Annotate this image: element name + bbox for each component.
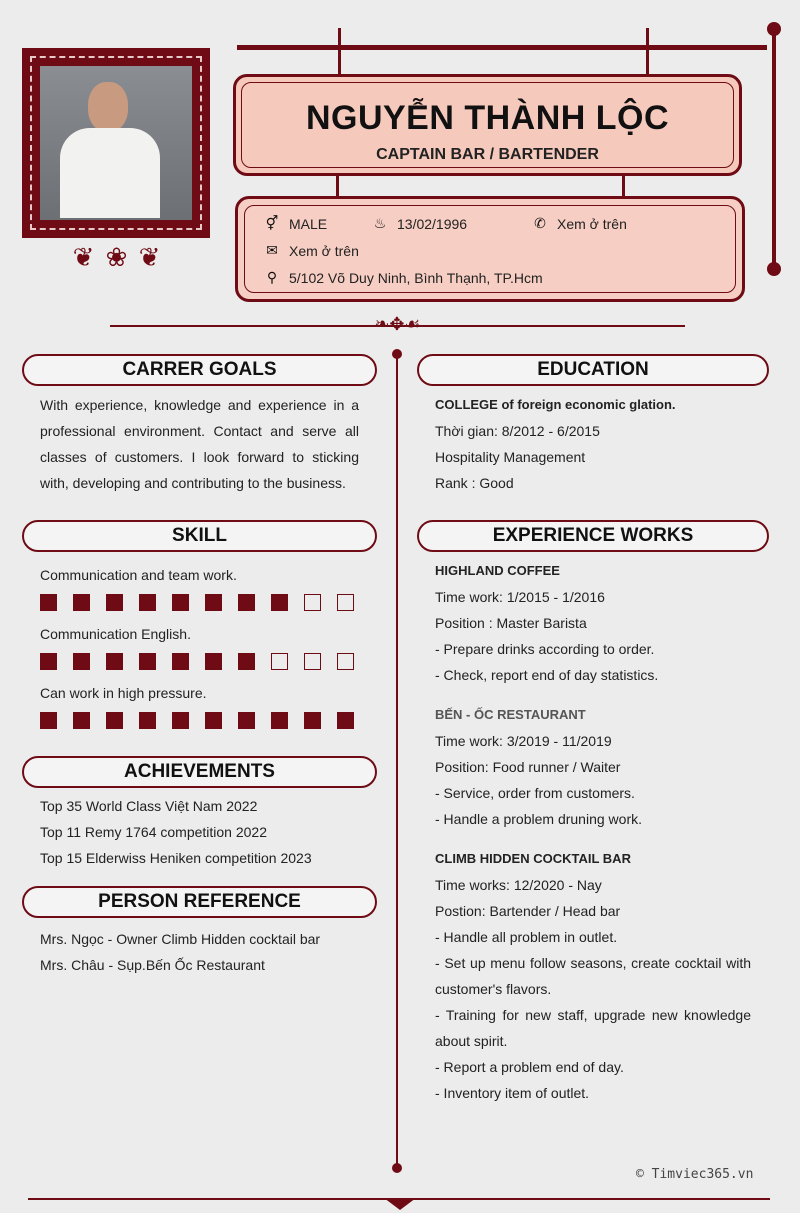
job-entry	[435, 702, 751, 832]
skill-square	[106, 594, 123, 611]
job-line: Time work: 3/2019 - 11/2019	[435, 733, 612, 749]
education-line: Hospitality Management	[435, 449, 586, 465]
skill-square	[172, 653, 189, 670]
left-column	[22, 354, 377, 496]
skill-square	[205, 712, 222, 729]
hanger-bar	[237, 45, 767, 50]
hanger-knob	[767, 262, 781, 276]
job-line: - Set up menu follow seasons, create cocktail with customer's flavors.	[435, 955, 751, 997]
hanger-rope	[622, 176, 625, 196]
laurel-ornament: ❦ ❀ ❦	[72, 242, 163, 272]
education-section	[417, 354, 769, 496]
job-line: Position : Master Barista	[435, 615, 587, 631]
skill-square	[271, 594, 288, 611]
skill-square	[337, 594, 354, 611]
hanger-rope	[646, 28, 649, 74]
cake-icon: ♨	[373, 215, 387, 231]
skill-label: Communication English.	[40, 626, 191, 642]
skill-square	[271, 653, 288, 670]
envelope-icon: ✉	[266, 242, 278, 258]
skill-square	[172, 712, 189, 729]
phone-icon: ✆	[534, 215, 546, 231]
profile-photo-frame	[22, 48, 210, 238]
job-company: CLIMB HIDDEN COCKTAIL BAR	[435, 851, 631, 866]
skill-rating	[40, 594, 359, 611]
skill-square	[73, 712, 90, 729]
section-header-education: EDUCATION	[417, 354, 769, 386]
reference-item: Mrs. Ngọc - Owner Climb Hidden cocktail bar	[40, 931, 321, 947]
skill-square	[271, 712, 288, 729]
education-line: Thời gian: 8/2012 - 6/2015	[435, 423, 600, 439]
job-line: - Check, report end of day statistics.	[435, 667, 659, 683]
section-header-experience: EXPERIENCE WORKS	[417, 520, 769, 552]
skill-square	[238, 594, 255, 611]
email: Xem ở trên	[289, 242, 359, 259]
job-line: Time works: 12/2020 - Nay	[435, 877, 602, 893]
job-line: - Service, order from customers.	[435, 785, 635, 801]
job-line: - Prepare drinks according to order.	[435, 641, 655, 657]
skill-square	[139, 594, 156, 611]
phone: Xem ở trên	[557, 215, 627, 232]
job-company: BẾN - ỐC RESTAURANT	[435, 707, 586, 722]
skill-square	[238, 653, 255, 670]
footer-ornament	[384, 1198, 416, 1210]
address: 5/102 Võ Duy Ninh, Bình Thạnh, TP.Hcm	[289, 269, 543, 286]
profile-photo	[40, 66, 192, 220]
skill-rating	[40, 653, 359, 670]
reference-item: Mrs. Châu - Sụp.Bến Ốc Restaurant	[40, 957, 265, 973]
job-entry	[435, 558, 751, 688]
skill-section	[22, 520, 377, 739]
center-line	[396, 350, 398, 1170]
skill-square	[40, 653, 57, 670]
goals-text: With experience, knowledge and experience in a professional environment. Contact and serve all classes of customers. I look forward to sticking with, developing and contributing to the business.	[40, 397, 359, 491]
job-line: Postion: Bartender / Head bar	[435, 903, 621, 919]
skill-rating	[40, 712, 359, 729]
skill-square	[139, 653, 156, 670]
achievement-item: Top 15 Elderwiss Heniken competition 2023	[40, 850, 312, 866]
job-line: - Report a problem end of day.	[435, 1059, 624, 1075]
line-dot	[392, 349, 402, 359]
job-line: - Training for new staff, upgrade new knowledge about spirit.	[435, 1007, 751, 1049]
footer-brand: © Timviec365.vn	[636, 1167, 754, 1182]
skill-square	[40, 594, 57, 611]
candidate-role: CAPTAIN BAR / BARTENDER	[376, 146, 599, 163]
skill-square	[73, 594, 90, 611]
hanger-rope	[338, 28, 341, 74]
skill-square	[40, 712, 57, 729]
school-name: COLLEGE of foreign economic glation.	[435, 397, 676, 412]
skill-square	[304, 653, 321, 670]
section-header-achievements: ACHIEVEMENTS	[22, 756, 377, 788]
section-header-goals: CARRER GOALS	[22, 354, 377, 386]
hanger-knob	[767, 22, 781, 36]
achievement-item: Top 11 Remy 1764 competition 2022	[40, 824, 267, 840]
birthday: 13/02/1996	[397, 215, 468, 232]
job-line: - Handle all problem in outlet.	[435, 929, 618, 945]
line-dot	[392, 1163, 402, 1173]
gender-icon: ⚥	[265, 215, 279, 231]
skill-square	[304, 594, 321, 611]
skill-square	[205, 594, 222, 611]
skill-square	[73, 653, 90, 670]
education-line: Rank : Good	[435, 475, 514, 491]
hanger-post	[772, 30, 776, 270]
section-header-skill: SKILL	[22, 520, 377, 552]
skill-square	[337, 653, 354, 670]
job-company: HIGHLAND COFFEE	[435, 563, 560, 578]
skill-square	[172, 594, 189, 611]
section-header-reference: PERSON REFERENCE	[22, 886, 377, 918]
candidate-name: NGUYỄN THÀNH LỘC	[305, 99, 670, 137]
hanger-rope	[336, 176, 339, 196]
skill-label: Can work in high pressure.	[40, 685, 207, 701]
name-plate	[233, 74, 742, 176]
divider-ornament: ❧✥☙	[374, 314, 421, 334]
achievement-item: Top 35 World Class Việt Nam 2022	[40, 798, 258, 814]
job-entry	[435, 846, 751, 1106]
experience-section	[417, 520, 769, 1120]
job-line: Position: Food runner / Waiter	[435, 759, 621, 775]
reference-section	[22, 886, 377, 978]
job-line: Time work: 1/2015 - 1/2016	[435, 589, 605, 605]
skill-square	[304, 712, 321, 729]
skill-square	[106, 653, 123, 670]
job-line: - Handle a problem druning work.	[435, 811, 642, 827]
location-icon: ⚲	[266, 269, 278, 285]
skill-square	[139, 712, 156, 729]
skill-square	[106, 712, 123, 729]
skill-label: Communication and team work.	[40, 567, 237, 583]
gender: MALE	[289, 215, 328, 232]
contact-info-box	[235, 196, 745, 302]
skill-square	[337, 712, 354, 729]
achievements-section	[22, 756, 377, 871]
job-line: - Inventory item of outlet.	[435, 1085, 590, 1101]
skill-square	[205, 653, 222, 670]
skill-square	[238, 712, 255, 729]
